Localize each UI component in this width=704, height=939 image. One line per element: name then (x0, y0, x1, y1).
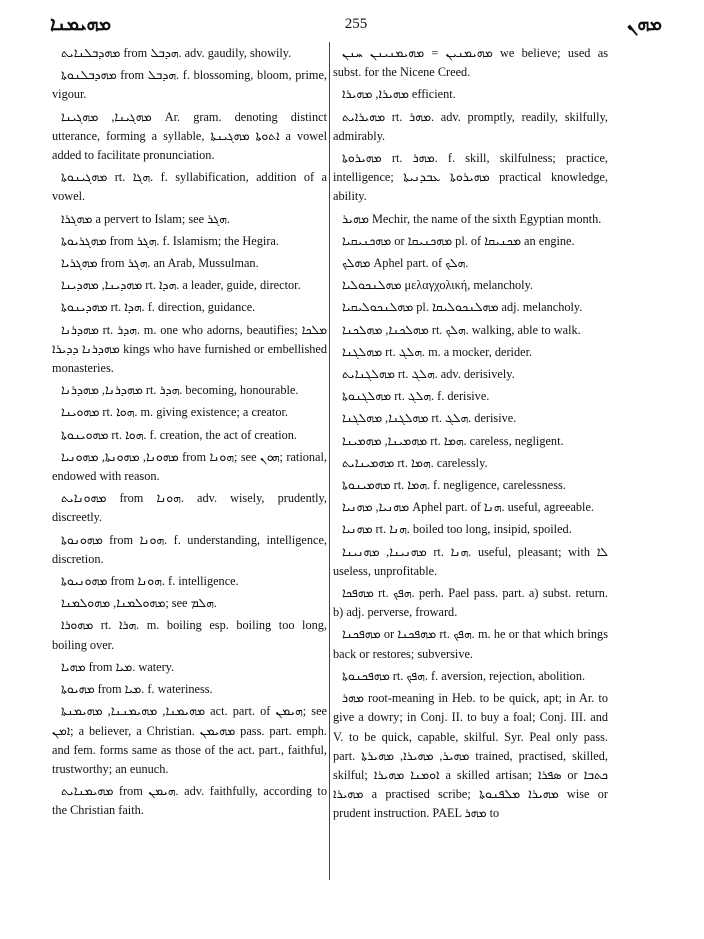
dictionary-entry: ܡܗܘܪܐ rt. ܗܪܐ. m. boiling esp. boiling too long, boiling over. (52, 618, 327, 652)
right-column (333, 44, 608, 924)
dictionary-entry: ܡܗܕܒܠܢܐܝܬ from ܗܕܒܠ. adv. gaudily, showily. (61, 46, 292, 60)
dictionary-entry: ܡܗܓܪܐ a pervert to Islam; see ܗܓܪ. (61, 211, 230, 226)
dictionary-entry: ܡܗܘܢܝܘܬܐ from ܗܘܢܐ. f. intelligence. (61, 574, 239, 589)
dictionary-entry: ܡܗܘܢܐ, ܡܗܘܢܬܐ, ܡܗܘܢܝܐ from ܗܘܢܐ; see ܗܘܢ; rational, endowed with reason. (52, 449, 327, 484)
dictionary-entry: ܡܗܘܝܢܐ rt. ܗܘܐ. m. giving existence; a creator. (61, 405, 288, 420)
dictionary-entry: ܡܗܓܪܝܘܬܐ from ܗܓܪ. f. Islamism; the Hegira. (61, 233, 279, 248)
dictionary-entry: ܡܗܘܠܡܢܐ, ܡܗܘܠܡܢܐ; see ܗܠܡ. (61, 596, 217, 611)
dictionary-entry: ܡܗܢܝܐ, ܡܗܢܝܐ Aphel part. of ܗܢܐ. useful, agreeable. (342, 500, 595, 515)
dictionary-entry: ܡܗܠܢܟܘܠܝܐ μελαγχολική, melancholy. (342, 278, 534, 293)
dictionary-entry: ܡܗܢܝܢܐ, ܡܗܢܝܢܐ rt. ܗܢܐ. useful, pleasant; with ܠܐ useless, unprofitable. (333, 544, 608, 578)
page-number: 255 (344, 16, 368, 32)
dictionary-entry: ܡܗܝܡܢܝܢ = ܡܗܝܡܢܝܢܢ ܚܢܢ we believe; used as subst. for the Nicene Creed. (333, 46, 608, 80)
dictionary-entry: ܡܗܠܓܢܐ rt. ܗܠܓ. m. a mocker, derider. (342, 344, 533, 359)
running-head (50, 14, 662, 38)
dictionary-entry: ܡܗܓܝܢܘܬܐ rt. ܗܓܐ. f. syllabification, addition of a vowel. (52, 170, 327, 204)
column-divider (329, 42, 330, 880)
dictionary-entry: ܡܗܝܐ from ܡܝܐ. watery. (61, 659, 175, 674)
dictionary-entry: ܡܗܠܓܢܘܬܐ rt. ܗܠܓ. f. derisive. (342, 389, 490, 404)
right-running-headword: ܡܗܢ (627, 14, 662, 35)
dictionary-entry: ܡܗܕܪܢܐ rt. ܗܕܪ. m. one who adorns, beautifies; ܡܠܟܐ ܡܗܕܪܢܐ ܕܕܝܪܐ kings who have furnished or embellished monasteries. (52, 322, 327, 376)
dictionary-entry: ܡܗܝܡܢܐܝܬ from ܗܝܡܢ. adv. faithfully, according to the Christian faith. (52, 784, 327, 818)
dictionary-entry: ܡܗܡܝܢܘܬܐ rt. ܗܡܐ. f. negligence, carelessness. (342, 478, 566, 493)
dictionary-entry: ܡܗܦܟܐ rt. ܗܦܟ. perh. Pael pass. part. a) subst. return. b) adj. perverse, froward. (333, 586, 608, 620)
dictionary-entry: ܡܗܝܘܬܐ from ܡܝܐ. f. wateriness. (61, 682, 213, 697)
dictionary-entry: ܡܗܦܟܢܐ or ܡܗܦܟܢܐ rt. ܗܦܟ. m. he or that which brings back or restores; subversive. (333, 627, 608, 661)
dictionary-entry: ܡܗܕܝܢܘܬܐ rt. ܗܕܐ. f. direction, guidance. (61, 300, 256, 315)
dictionary-entry: ܡܗܝܪܘܬܐ rt. ܡܗܪ. f. skill, skilfulness; practice, intelligence; ܡܗܝܪܘܬܐ ܥܒܕܢܝܬܐ practical knowledge, ability. (333, 151, 608, 204)
dictionary-entry: ܡܗܠܟܢܐ, ܡܗܠܟܢܐ rt. ܗܠܟ. walking, able to walk. (342, 322, 581, 337)
dictionary-entry: ܡܗܝܪ Mechir, the name of the sixth Egyptian month. (342, 211, 602, 226)
dictionary-entry: ܡܗܘܢܘܬܐ from ܗܘܢܐ. f. understanding, intelligence, discretion. (52, 532, 327, 566)
dictionary-entry: ܡܗܓܪܝܐ from ܗܓܪ. an Arab, Mussulman. (61, 256, 259, 271)
dictionary-entry: ܡܗܠܢܟܘܠܝܩܝܐ pl. ܡܗܠܢܟܘܠܝܩܐ adj. melancholy. (342, 300, 583, 315)
dictionary-entry: ܡܗܟܢܝܩܝܐ or ܡܗܟܢܝܩܐ pl. of ܡܟܢܝܩܐ an engine. (342, 233, 575, 248)
dictionary-entry: ܡܗܝܡܢܐ, ܡܗܝܡܢܢܐ, ܡܗܝܡܢܬܐ act. part. of ܗܝܡܢ; see ܐܡܢ; a believer, a Christian. ܡܗܝܡܢ pass. part. emph. and fem. forms same as those of the act. part., faithful, trustworthy; an eunuch. (52, 704, 327, 776)
dictionary-entry: ܡܗܕܝܢܐ, ܡܗܕܝܢܐ rt. ܗܕܐ. a leader, guide, director. (61, 278, 301, 293)
dictionary-entry: ܡܗܓܝܢܐ, ܡܗܓܝܢܐ Ar. gram. denoting distinct utterance, forming a syllable, ܐܬܘܬܐ ܡܗܓܝܢܬܐ a vowel added to facilitate pronunciation. (52, 109, 327, 163)
dictionary-entry: ܡܗܠܟ Aphel part. of ܗܠܟ. (342, 256, 469, 271)
dictionary-entry: ܡܗܠܓܢܐ, ܡܗܠܓܢܐ rt. ܗܠܓ. derisive. (342, 411, 517, 426)
dictionary-entry: ܡܗܝܪܐ, ܡܗܝܪܐ efficient. (342, 87, 456, 102)
left-running-headword: ܡܗܝܡܢܐ (50, 14, 112, 35)
dictionary-entry: ܡܗܘܢܐܝܬ from ܗܘܢܐ. adv. wisely, prudently, discreetly. (52, 491, 327, 525)
left-column (52, 44, 327, 924)
dictionary-entry: ܡܗܝܪܐܝܬ rt. ܡܗܪ. adv. promptly, readily, skilfully, admirably. (333, 109, 608, 143)
dictionary-entry: ܡܗܪ root-meaning in Heb. to be quick, apt; in Ar. to give a dowry; in Conj. II. to buy a foal; Conj. III. and V. to be quick, capable, skilful. Syr. Peal only pass. part. ܡܗܝܪ, ܡܗܝܪܐ, ܡܗܝܪܬܐ trained, practised, skilled, skilful; ܐܘܡܢܐ ܡܗܝܪܐ a skilled artisan; ܣܦܪܐ or ܟܬܒܐ ܡܗܝܪܐ a practised scribe; ܡܗܝܪܐ ܡܠܦܢܘܬܐ wise or prudent instruction. PAEL ܡܗܪ to (333, 691, 608, 821)
dictionary-entry: ܡܗܢܝܐ rt. ܗܢܐ. boiled too long, insipid, spoiled. (342, 522, 572, 537)
dictionary-entry: ܡܗܡܝܢܐܝܬ rt. ܗܡܐ. carelessly. (342, 455, 488, 470)
dictionary-entry: ܡܗܕܪܢܐ, ܡܗܕܪܢܐ rt. ܗܕܪ. becoming, honourable. (61, 383, 299, 398)
dictionary-entry: ܡܗܠܓܢܐܝܬ rt. ܗܠܓ. adv. derisively. (342, 367, 515, 382)
dictionary-entry: ܡܗܘܝܢܘܬܐ rt. ܗܘܐ. f. creation, the act of creation. (61, 427, 297, 442)
dictionary-entry: ܡܗܡܝܢܐ, ܡܗܡܝܢܐ rt. ܗܡܐ. careless, negligent. (342, 433, 564, 448)
dictionary-entry: ܡܗܦܟܢܘܬܐ rt. ܗܦܟ. f. aversion, rejection, abolition. (342, 668, 586, 683)
dictionary-entry: ܡܗܕܒܠܢܘܬܐ from ܗܕܒܠ. f. blossoming, bloom, prime, vigour. (52, 68, 327, 102)
